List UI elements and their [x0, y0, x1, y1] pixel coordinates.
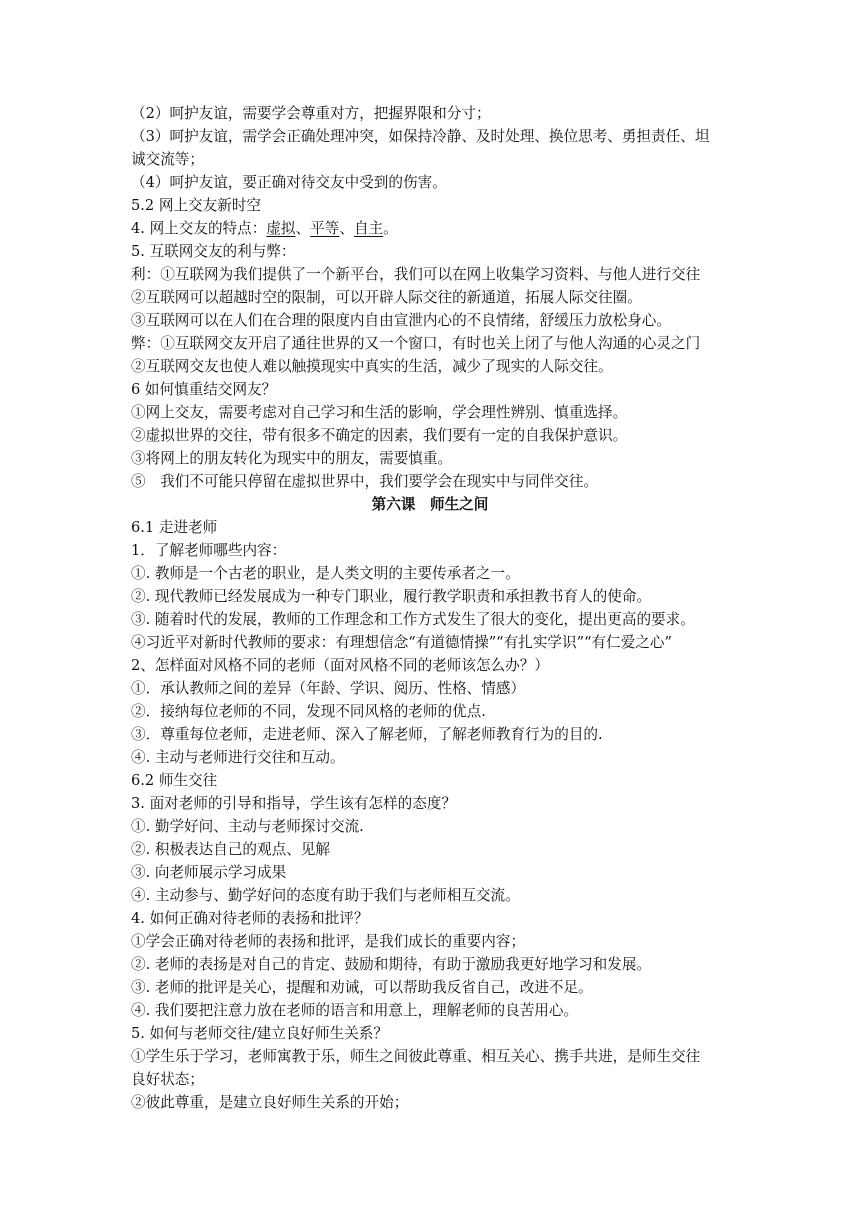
underlined-keyword: 虚拟 — [266, 220, 296, 237]
text-line: ②. 现代教师已经发展成为一种专门职业，履行教学职责和承担教书育人的使命。 — [131, 588, 652, 605]
section-heading: 6.2 师生交往 — [131, 772, 218, 789]
separator: 、 — [339, 220, 354, 237]
text-line: ②. 积极表达自己的观点、见解 — [131, 841, 330, 858]
text-line: ①．承认教师之间的差异（年龄、学识、阅历、性格、情感） — [131, 680, 526, 697]
separator: 、 — [295, 220, 311, 237]
text-line — [131, 218, 398, 240]
text-line: ①学生乐于学习，老师寓教于乐，师生之间彼此尊重、相互关心、携手共进，是师生交往 — [131, 1048, 701, 1065]
text-line: ③．尊重每位老师，走进老师、深入了解老师，了解老师教育行为的目的. — [131, 726, 603, 743]
text-line: ④习近平对新时代教师的要求：有理想信念“有道德情操”“有扎实学识”“有仁爱之心” — [131, 634, 672, 651]
text-line: ②互联网交友也使人难以触摸现实中真实的生活，减少了现实的人际交往。 — [131, 358, 613, 375]
text-line: （3）呵护友谊，需学会正确处理冲突，如保持冷静、及时处理、换位思考、勇担责任、坦 — [131, 128, 710, 145]
text-line: ①. 教师是一个古老的职业，是人类文明的主要传承者之一。 — [131, 565, 520, 582]
section-heading: 5.2 网上交友新时空 — [131, 197, 262, 214]
section-heading: 6.1 走进老师 — [131, 519, 218, 536]
text-line: （2）呵护友谊，需要学会尊重对方，把握界限和分寸； — [131, 105, 491, 122]
text-line: ②彼此尊重，是建立良好师生关系的开始； — [131, 1094, 409, 1111]
text-line: ④. 主动与老师进行交往和互动。 — [131, 749, 345, 766]
text-line: 4. 如何正确对待老师的表扬和批评？ — [131, 910, 369, 927]
text-line: ②互联网可以超越时空的限制，可以开辟人际交往的新通道，拓展人际交往圈。 — [131, 289, 642, 306]
text-line: ③. 向老师展示学习成果 — [131, 864, 287, 881]
text-line: ③. 随着时代的发展，教师的工作理念和工作方式发生了很大的变化，提出更高的要求。 — [131, 611, 695, 628]
text-line: ④. 我们要把注意力放在老师的语言和用意上，理解老师的良苦用心。 — [131, 1002, 579, 1019]
text-line: 弊：①互联网交友开启了通往世界的又一个窗口，有时也关上闭了与他人沟通的心灵之门 — [131, 335, 701, 352]
text-line: 3. 面对老师的引导和指导，学生该有怎样的态度？ — [131, 795, 457, 812]
text-line: 6 如何慎重结交网友？ — [131, 381, 277, 398]
text-line: 5. 互联网交友的利与弊： — [131, 243, 296, 260]
text-line: 良好状态； — [131, 1071, 204, 1088]
underlined-keyword: 平等 — [310, 220, 340, 237]
text-line: ②. 老师的表扬是对自己的肯定、鼓励和期待，有助于激励我更好地学习和发展。 — [131, 956, 652, 973]
text-line: ②虚拟世界的交往，带有很多不确定的因素，我们要有一定的自我保护意识。 — [131, 427, 628, 444]
text-line: ③将网上的朋友转化为现实中的朋友，需要慎重。 — [131, 450, 453, 467]
text-line: 利：①互联网为我们提供了一个新平台，我们可以在网上收集学习资料、与他人进行交往 — [131, 266, 701, 283]
text-line: （4）呵护友谊，要正确对待交友中受到的伤害。 — [131, 174, 447, 191]
text-line: ④. 主动参与、勤学好问的态度有助于我们与老师相互交流。 — [131, 887, 520, 904]
text-line: 2、怎样面对风格不同的老师（面对风格不同的老师该怎么办？） — [131, 657, 549, 674]
underlined-keyword: 自主 — [353, 220, 384, 237]
text-prefix: 4. 网上交友的特点： — [131, 220, 267, 237]
text-line: ③互联网可以在人们在合理的限度内自由宣泄内心的不良情绪，舒缓压力放松身心。 — [131, 312, 671, 329]
text-line: ③. 老师的批评是关心，提醒和劝诫，可以帮助我反省自己，改进不足。 — [131, 979, 593, 996]
lesson-title: 第六课 师生之间 — [371, 496, 489, 513]
text-line: ①. 勤学好问、主动与老师探讨交流. — [131, 818, 364, 835]
text-line: ②．接纳每位老师的不同，发现不同风格的老师的优点. — [131, 703, 486, 720]
text-line: 诚交流等； — [131, 151, 204, 168]
text-line: ①学会正确对待老师的表扬和批评，是我们成长的重要内容； — [131, 933, 526, 950]
text-line: 1．了解老师哪些内容： — [131, 542, 287, 559]
text-line: ①网上交友，需要考虑对自己学习和生活的影响，学会理性辨别、慎重选择。 — [131, 404, 628, 421]
separator: 。 — [383, 220, 398, 237]
text-line: 5. 如何与老师交往/建立良好师生关系？ — [131, 1025, 388, 1042]
text-line: ⑤ 我们不可能只停留在虚拟世界中，我们要学会在现实中与同伴交往。 — [131, 473, 599, 490]
